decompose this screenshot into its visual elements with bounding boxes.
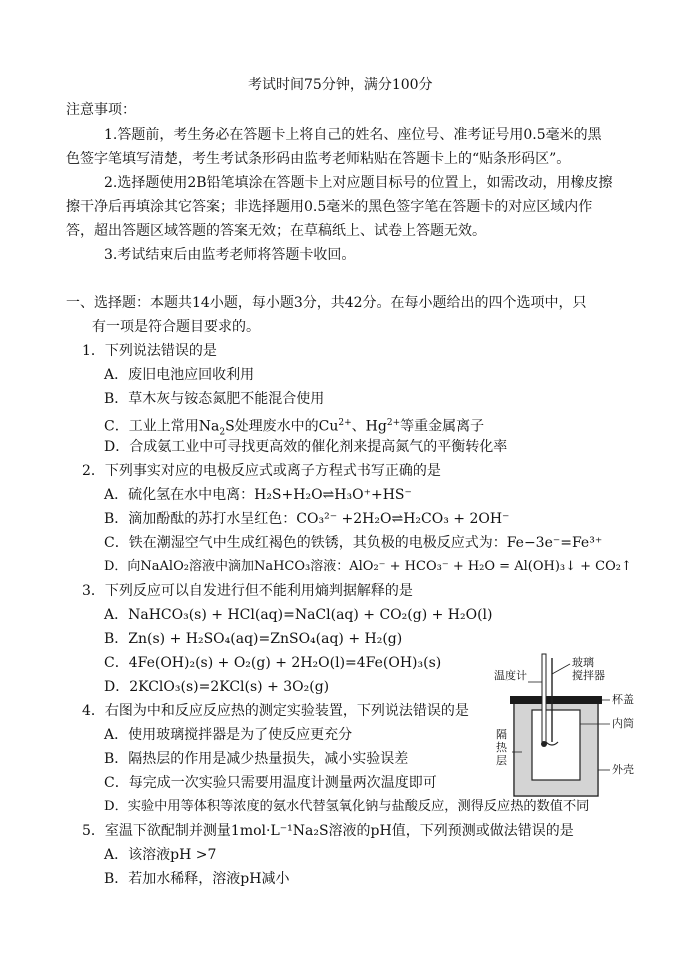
q3-option-b: B．Zn(s) + H₂SO₄(aq)=ZnSO₄(aq) + H₂(g): [104, 631, 403, 647]
q1-stem: 1．下列说法错误的是: [82, 343, 217, 359]
label-lid: 杯盖: [612, 693, 634, 706]
label-inner-cup: 内筒: [612, 717, 634, 730]
inner-cup: [532, 710, 580, 780]
q2-option-d: D．向NaAlO₂溶液中滴加NaHCO₃溶液：AlO₂⁻ + HCO₃⁻ + H₂O = Al(OH)₃↓ + CO₂↑: [104, 559, 632, 574]
section-heading-line-2: 有一项是符合题目要求的。: [92, 319, 260, 335]
notice-item-2-line-2: 擦干净后再填涂其它答案；非选择题用0.5毫米的黑色签字笔在答题卡的对应区域内作: [66, 199, 593, 215]
notice-item-2-line-3: 答，超出答题区域答题的答案无效；在草稿纸上、试卷上答题无效。: [66, 223, 486, 239]
thermometer: [542, 654, 546, 742]
q3-option-d: D．2KClO₃(s)=2KCl(s) + 3O₂(g): [104, 679, 330, 695]
q4-option-d: D．实验中用等体积等浓度的氨水代替氢氧化钠与盐酸反应，测得反应热的数值不同: [104, 799, 590, 814]
label-insulation-3: 层: [496, 754, 507, 767]
section-heading-line-1: 一、选择题：本题共14小题，每小题3分，共42分。在每小题给出的四个选项中，只: [66, 295, 587, 311]
label-glass-stirrer-2: 搅拌器: [572, 669, 605, 682]
q5-option-b: B．若加水稀释，溶液pH减小: [104, 871, 290, 887]
label-thermometer: 温度计: [494, 669, 527, 682]
notice-item-1-line-2: 色签字笔填写清楚，考生考试条形码由监考老师粘贴在答题卡上的“贴条形码区”。: [66, 151, 571, 167]
q2-option-c: C．铁在潮湿空气中生成红褐色的铁锈，其负极的电极反应式为：Fe−3e⁻=Fe³⁺: [104, 535, 603, 551]
q3-stem: 3．下列反应可以自发进行但不能利用熵判据解释的是: [82, 583, 413, 599]
label-outer-shell: 外壳: [612, 763, 634, 776]
q4-stem: 4．右图为中和反应反应热的测定实验装置，下列说法错误的是: [82, 703, 469, 719]
q1-option-a: A．废旧电池应回收利用: [104, 367, 255, 383]
q5-option-a: A．该溶液pH >7: [104, 847, 217, 863]
q1-option-c: C．工业上常用$Na_2S$处理废水中的$Cu^{2+}$、$Hg^{2+}$等重金属离子: [104, 418, 485, 438]
label-glass-stirrer-1: 玻璃: [572, 656, 594, 669]
q1-option-b: B．草木灰与铵态氮肥不能混合使用: [104, 391, 325, 407]
q2-stem: 2．下列事实对应的电极反应式或离子方程式书写正确的是: [82, 463, 441, 479]
notice-item-3: 3.考试结束后由监考老师将答题卡收回。: [104, 247, 356, 263]
q1-option-d: D．合成氨工业中可寻找更高效的催化剂来提高氮气的平衡转化率: [104, 439, 508, 455]
q4-option-c: C．每完成一次实验只需要用温度计测量两次温度即可: [104, 775, 437, 791]
cup-lid: [510, 696, 602, 704]
q3-option-a: A．NaHCO₃(s) + HCl(aq)=NaCl(aq) + CO₂(g) + H₂O(l): [104, 607, 493, 623]
q5-stem: 5．室温下欲配制并测量1mol·L⁻¹Na₂S溶液的pH值，下列预测或做法错误的是: [82, 823, 574, 839]
q4-option-b: B．隔热层的作用是减少热量损失，减小实验误差: [104, 751, 409, 767]
exam-time-info: 考试时间75分钟，满分100分: [248, 77, 433, 93]
label-insulation-2: 热: [496, 741, 507, 754]
q2-option-a: A．硫化氢在水中电离：H₂S+H₂O⇌H₃O⁺+HS⁻: [104, 487, 412, 503]
q4-option-a: A．使用玻璃搅拌器是为了使反应更充分: [104, 727, 353, 743]
notice-item-1-line-1: 1.答题前，考生务必在答题卡上将自己的姓名、座位号、准考证号用0.5毫米的黑: [104, 127, 602, 143]
label-insulation-1: 隔: [496, 728, 507, 741]
q3-option-c: C．4Fe(OH)₂(s) + O₂(g) + 2H₂O(l)=4Fe(OH)₃(s): [104, 655, 442, 671]
q2-option-b: B．滴加酚酞的苏打水呈红色：CO₃²⁻ +2H₂O⇌H₂CO₃ + 2OH⁻: [104, 511, 510, 527]
notice-item-2-line-1: 2.选择题使用2B铅笔填涂在答题卡上对应题目标号的位置上，如需改动，用橡皮擦: [104, 175, 613, 191]
notice-title: 注意事项：: [66, 102, 136, 118]
